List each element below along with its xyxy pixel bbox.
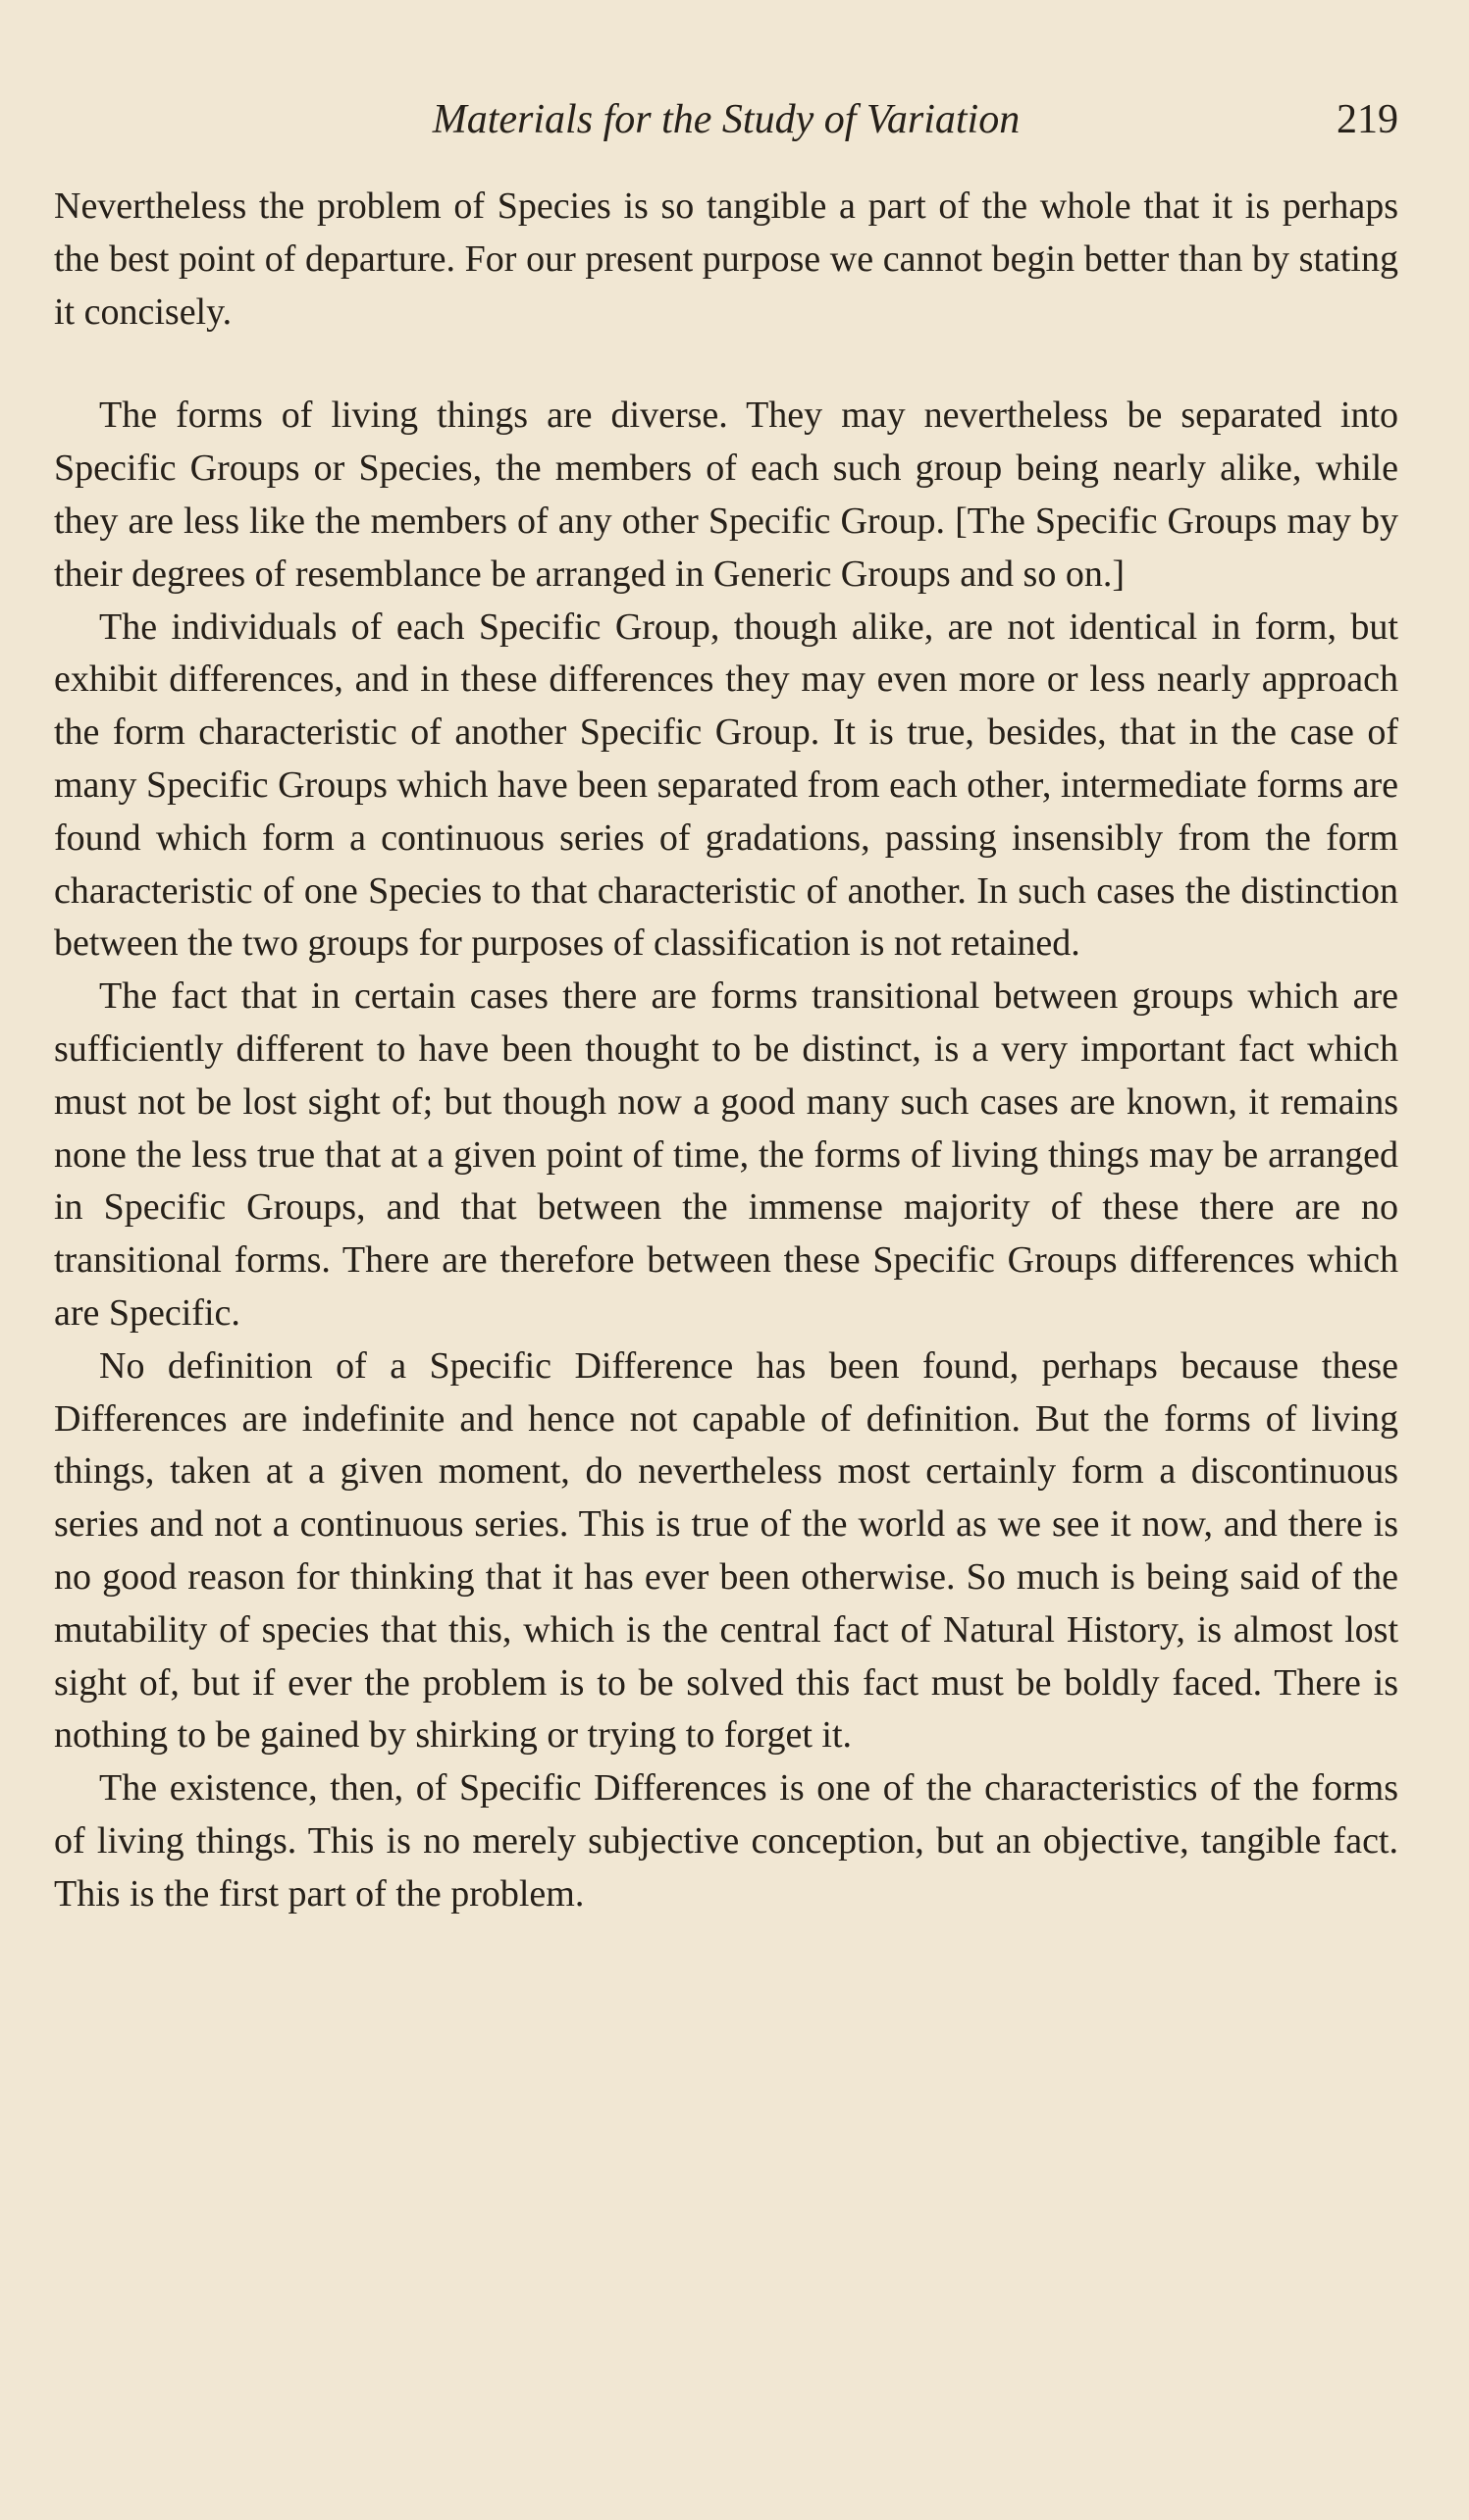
paragraph: The individuals of each Specific Group, though alike, are not identical in form, but exhibit differences, and in these differences they may even more or less nearly approach the form characteristic of another Specific Group. It is true, besides, that in the case of many Specific Groups which have been separated from each other, intermediate forms are found which form a continuous series of gradations, passing insensibly from the form characteristic of one Species to that characteristic of another. In such cases the distinction between the two groups for purposes of classification is not retained.: [54, 605, 1398, 965]
running-head: [54, 90, 1398, 149]
body-text: [54, 181, 1398, 1921]
running-title: Materials for the Study of Variation: [432, 97, 1021, 142]
paragraph: No definition of a Specific Difference has been found, perhaps because these Differences are indefinite and hence not capable of definition. But the forms of living things, taken at a given moment, do nevertheless most certainly form a discontinuous series and not a continuous series. This is true of the world as we see it now, and there is no good reason for thinking that it has ever been otherwise. So much is being said of the mutability of species that this, which is the central fact of Natural History, is almost lost sight of, but if ever the problem is to be solved this fact must be boldly faced. There is nothing to be gained by shirking or trying to forget it.: [54, 1344, 1398, 1757]
paragraph: Nevertheless the problem of Species is so tangible a part of the whole that it is perhaps the best point of departure. For our present purpose we cannot begin better than by stating it concisely.: [54, 185, 1398, 333]
paragraph: The existence, then, of Specific Differences is one of the characteristics of the forms of living things. This is no merely subjective conception, but an objective, tangible fact. This is the first part of the problem.: [54, 1767, 1398, 1915]
paragraph: The fact that in certain cases there are forms transitional between groups which are sufficiently different to have been thought to be distinct, is a very important fact which must not be lost sight of; but though now a good many such cases are known, it remains none the less true that at a given point of time, the forms of living things may be arranged in Specific Groups, and that between the immense majority of these there are no transitional forms. There are therefore between these Specific Groups differences which are Specific.: [54, 975, 1398, 1334]
page-number: 219: [1337, 97, 1398, 142]
paragraph: The forms of living things are diverse. They may nevertheless be separated into Specific Groups or Species, the members of each such group being nearly alike, while they are less like the members of any other Specific Group. [The Specific Groups may by their degrees of resemblance be arranged in Generic Groups and so on.]: [54, 394, 1398, 595]
